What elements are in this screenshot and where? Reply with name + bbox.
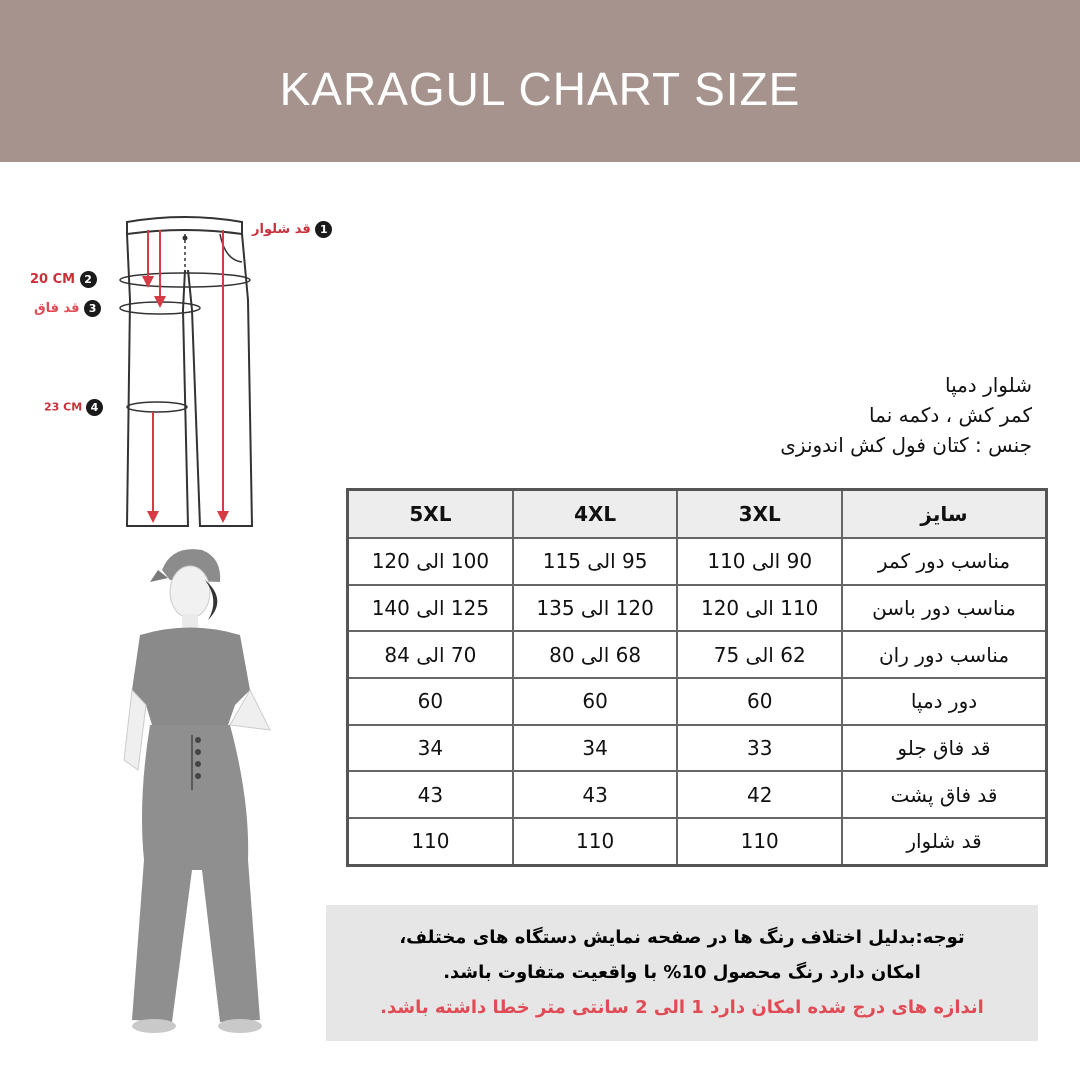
cell-value: 43 xyxy=(513,771,678,818)
measure-text-4: 23 CM xyxy=(44,400,83,414)
measure-number-2: 2 xyxy=(80,271,97,288)
row-label: مناسب دور باسن xyxy=(842,585,1047,632)
note-line-3: اندازه های درج شده امکان دارد 1 الی 2 سانتی متر خطا داشته باشد. xyxy=(380,997,984,1018)
pants-diagram xyxy=(20,200,340,539)
cell-value: 42 xyxy=(677,771,842,818)
row-label: مناسب دور کمر xyxy=(842,538,1047,585)
row-label: قد فاق پشت xyxy=(842,771,1047,818)
cell-value: 62 الی 75 xyxy=(677,631,842,678)
note-line-2: امکان دارد رنگ محصول 10% با واقعیت متفاوت باشد. xyxy=(443,962,921,983)
product-material: جنس : کتان فول کش اندونزی xyxy=(780,433,1032,457)
header-4xl: 4XL xyxy=(513,490,678,539)
model-photo xyxy=(110,540,290,1044)
cell-value: 110 xyxy=(348,818,513,866)
cell-value: 125 الی 140 xyxy=(348,585,513,632)
header-5xl: 5XL xyxy=(348,490,513,539)
cell-value: 100 الی 120 xyxy=(348,538,513,585)
measure-label-3 xyxy=(34,300,101,317)
measure-text-3: قد فاق xyxy=(34,301,80,316)
product-name: شلوار دمپا xyxy=(944,373,1032,397)
cell-value: 90 الی 110 xyxy=(677,538,842,585)
cell-value: 110 xyxy=(513,818,678,866)
cell-value: 34 xyxy=(513,725,678,772)
header-banner xyxy=(0,0,1080,162)
product-description xyxy=(780,370,1032,460)
disclaimer-note xyxy=(326,905,1038,1041)
cell-value: 95 الی 115 xyxy=(513,538,678,585)
measure-label-4 xyxy=(44,399,103,416)
cell-value: 68 الی 80 xyxy=(513,631,678,678)
measure-text-2: 20 CM xyxy=(30,272,76,287)
cell-value: 33 xyxy=(677,725,842,772)
cell-value: 110 الی 120 xyxy=(677,585,842,632)
page-title: KARAGUL CHART SIZE xyxy=(279,63,801,115)
cell-value: 110 xyxy=(677,818,842,866)
model-figure-illustration xyxy=(110,540,290,1040)
row-label: قد شلوار xyxy=(842,818,1047,866)
table-row xyxy=(348,725,1047,772)
measure-label-1 xyxy=(252,221,332,238)
pants-outline-illustration xyxy=(20,200,340,535)
cell-value: 60 xyxy=(513,678,678,725)
cell-value: 120 الی 135 xyxy=(513,585,678,632)
cell-value: 70 الی 84 xyxy=(348,631,513,678)
table-row xyxy=(348,678,1047,725)
measure-label-2 xyxy=(30,271,97,288)
table-row xyxy=(348,585,1047,632)
row-label: دور دمپا xyxy=(842,678,1047,725)
measure-text-1: قد شلوار xyxy=(252,222,311,237)
row-label: قد فاق جلو xyxy=(842,725,1047,772)
note-line-1: توجه:بدلیل اختلاف رنگ ها در صفحه نمایش دستگاه های مختلف، xyxy=(399,927,965,948)
size-table xyxy=(346,488,1048,867)
measure-number-1: 1 xyxy=(315,221,332,238)
table-row xyxy=(348,818,1047,866)
cell-value: 60 xyxy=(677,678,842,725)
cell-value: 43 xyxy=(348,771,513,818)
row-label: مناسب دور ران xyxy=(842,631,1047,678)
cell-value: 34 xyxy=(348,725,513,772)
table-row xyxy=(348,631,1047,678)
product-features: کمر کش ، دکمه نما xyxy=(869,403,1032,427)
table-row xyxy=(348,771,1047,818)
cell-value: 60 xyxy=(348,678,513,725)
table-row xyxy=(348,538,1047,585)
measure-number-3: 3 xyxy=(84,300,101,317)
table-header-row xyxy=(348,490,1047,539)
header-size: سایز xyxy=(842,490,1047,539)
header-3xl: 3XL xyxy=(677,490,842,539)
measure-number-4: 4 xyxy=(86,399,103,416)
